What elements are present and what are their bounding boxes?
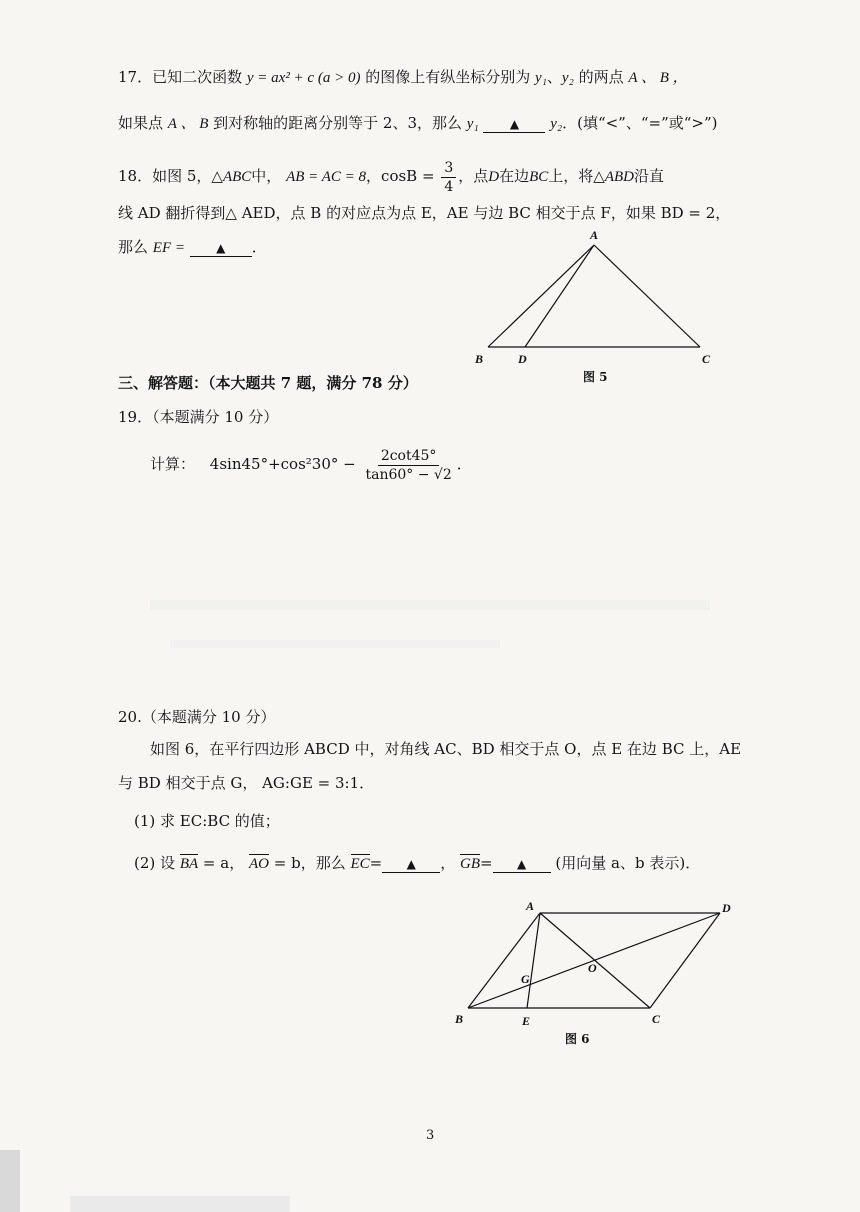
- q18-frac-num: 3: [441, 159, 456, 178]
- bleed-through: [150, 600, 710, 610]
- segment-dc: [650, 913, 720, 1008]
- q18-text-a: 18．如图 5，△: [118, 167, 223, 185]
- q18-abd: ABD: [604, 169, 635, 185]
- q17-line2-b: 到对称轴的距离分别等于 2、3，那么: [213, 114, 462, 132]
- q17-text-c: 的两点: [578, 68, 624, 86]
- figure-6-caption: 图 6: [565, 1032, 590, 1046]
- section-3-title: 三、解答题：（本大题共 7 题，满分 78 分）: [118, 374, 418, 392]
- label-a: A: [526, 899, 535, 913]
- figure-5-caption: 图 5: [583, 370, 608, 384]
- q17-text-a: 17．已知二次函数: [118, 68, 243, 86]
- q18-text-d: 在边: [499, 167, 530, 185]
- q17-line1: [118, 66, 688, 89]
- q17-points: A 、 B ，: [628, 70, 688, 86]
- figure-5: [470, 225, 720, 370]
- q20-vector-ao: AO: [249, 853, 269, 875]
- q18-cos: ，cosB =: [366, 167, 435, 185]
- q19-expression: [150, 444, 472, 484]
- q18-line2-text: 线 AD 翻折得到△ AED，点 B 的对应点为点 E，AE 与边 BC 相交于点 F，如果 BD = 2，: [118, 204, 731, 222]
- q20-eq1: =: [369, 854, 383, 872]
- label-c: C: [702, 352, 711, 366]
- q17-sep: 、: [546, 68, 562, 86]
- page-number: 3: [426, 1128, 435, 1143]
- q18-text-e: 上，将△: [548, 167, 605, 185]
- scan-edge: [0, 1150, 20, 1212]
- q18-frac-den: 4: [444, 178, 454, 195]
- q17-answer-blank[interactable]: ▲: [483, 116, 545, 133]
- q17-line2-c: ．(填“<”、“=”或“>”): [562, 114, 718, 132]
- q20-vector-gb: GB: [460, 853, 480, 875]
- q19-header: 19．（本题满分 10 分）: [118, 408, 279, 426]
- q18-abc: ABC: [222, 169, 252, 185]
- q20-line2: 与 BD 相交于点 G， AG:GE = 3:1．: [118, 774, 375, 792]
- q20-eq-a: = a，: [202, 854, 245, 872]
- label-g: G: [521, 972, 530, 986]
- q20-header: 20.（本题满分 10 分）: [118, 708, 276, 726]
- q19-end: ．: [456, 455, 472, 473]
- q19-frac-den: tan60° − √2: [365, 466, 452, 483]
- q17-y1: y₁: [535, 70, 547, 86]
- q18-text-b: 中，: [251, 167, 282, 185]
- q18-ef: EF =: [152, 240, 185, 256]
- segment-ad: [525, 245, 594, 347]
- q18-bc: BC: [529, 169, 549, 185]
- label-e: E: [522, 1014, 531, 1028]
- q18-d: D: [488, 169, 500, 185]
- q19-expr-a: 4sin45°+cos²30° −: [209, 455, 356, 473]
- q20-part2: [134, 852, 700, 875]
- q19-frac-num: 2cot45°: [378, 447, 440, 466]
- q18-text-c: ，点: [458, 167, 489, 185]
- figure-5-triangle: [488, 245, 700, 347]
- q17-line2: [118, 112, 718, 135]
- label-o: O: [588, 961, 597, 975]
- q17-blank-y2: y₂: [550, 116, 563, 132]
- q20-part1: (1) 求 EC:BC 的值；: [134, 812, 280, 830]
- q20-vector-ba: BA: [180, 853, 198, 875]
- q19-label: 计算：: [150, 455, 196, 473]
- scan-bleed: [70, 1196, 290, 1212]
- label-c: C: [652, 1012, 661, 1026]
- q17-text-b: 的图像上有纵坐标分别为: [365, 68, 531, 86]
- q20-answer-blank-gb[interactable]: ▲: [493, 856, 551, 873]
- q18-line3: [118, 236, 267, 259]
- bleed-through: [170, 640, 500, 648]
- q18-line1: [118, 158, 664, 196]
- q20-eq2: =: [480, 854, 493, 872]
- segment-ac: [594, 245, 700, 347]
- label-d: D: [518, 352, 527, 366]
- q20-vector-ec: EC: [351, 853, 370, 875]
- q18-fraction: [441, 159, 456, 196]
- label-b: B: [475, 352, 484, 366]
- q18-equality: AB = AC = 8: [286, 169, 367, 185]
- figure-6: [450, 898, 740, 1038]
- q20-answer-blank-ec[interactable]: ▲: [382, 856, 440, 873]
- q20-part2-a: (2) 设: [134, 854, 176, 872]
- q17-line2-points: A 、 B: [167, 116, 209, 132]
- q17-blank-y1: y₁: [466, 116, 479, 132]
- q20-eq-b: = b，那么: [273, 854, 346, 872]
- label-b: B: [455, 1012, 464, 1026]
- q20-tail: (用向量 a、b 表示)．: [555, 854, 701, 872]
- label-d: D: [722, 901, 731, 915]
- q17-function: y = ax² + c (a > 0): [246, 70, 361, 86]
- q17-y2: y₂: [561, 70, 574, 86]
- q20-comma: ，: [440, 854, 456, 872]
- q18-text-f: 沿直: [634, 167, 665, 185]
- label-a: A: [590, 228, 599, 242]
- q19-fraction: [363, 447, 455, 484]
- q18-line2: [118, 202, 730, 224]
- segment-ab: [488, 245, 594, 347]
- q18-line3-a: 那么: [118, 238, 149, 256]
- q18-answer-blank[interactable]: ▲: [190, 240, 252, 257]
- q18-line3-b: ．: [251, 238, 267, 256]
- q20-line1: 如图 6，在平行四边形 ABCD 中，对角线 AC、BD 相交于点 O，点 E 在边 BC 上，AE: [150, 740, 742, 758]
- q17-line2-a: 如果点: [118, 114, 164, 132]
